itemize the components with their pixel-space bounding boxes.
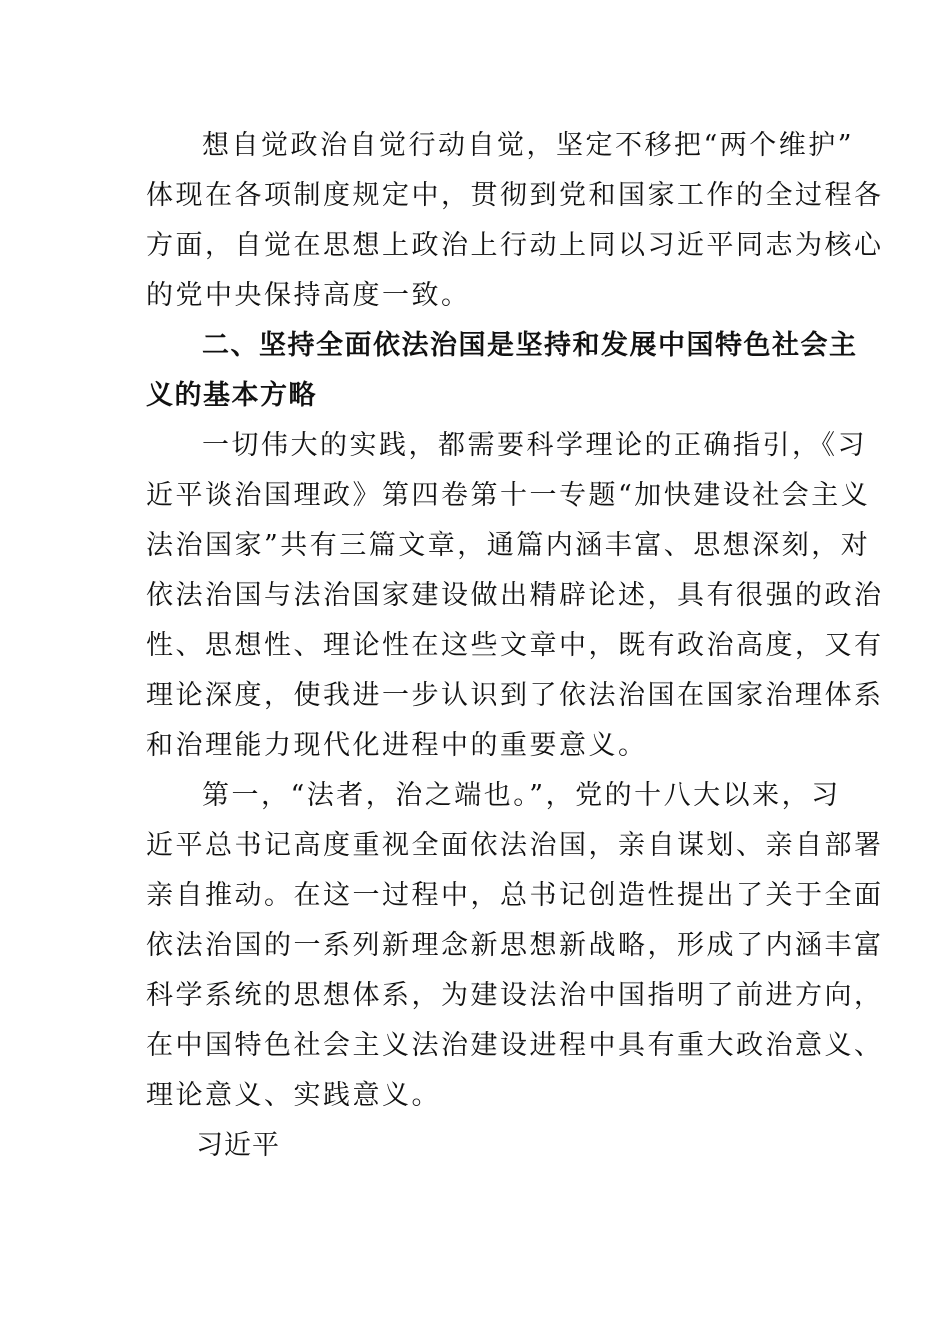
text-line: 亲自推动。在这一过程中，总书记创造性提出了关于全面 [146,880,884,911]
text-line: 第一，“法者，治之端也。”，党的十八大以来，习 [202,780,841,811]
heading-line: 二、坚持全面依法治国是坚持和发展中国特色社会主 [202,330,858,361]
text-line: 理论深度，使我进一步认识到了依法治国在国家治理体系 [146,680,884,711]
document-body [146,121,884,1171]
paragraph-continuation [146,121,884,321]
text-line: 依法治国的一系列新理念新思想新战略，形成了内涵丰富 [146,930,884,961]
paragraph-intro [146,421,884,771]
section-heading [146,321,858,421]
text-line: 性、思想性、理论性在这些文章中，既有政治高度，又有 [146,630,884,661]
heading-line: 义的基本方略 [146,380,317,411]
text-line: 体现在各项制度规定中，贯彻到党和国家工作的全过程各 [146,180,884,211]
text-line: 近平谈治国理政》第四卷第十一专题“加快建设社会主义 [146,480,871,511]
text-line: 理论意义、实践意义。 [146,1080,441,1111]
text-line: 在中国特色社会主义法治建设进程中具有重大政治意义、 [146,1030,884,1061]
paragraph-first-point [146,771,884,1121]
text-line: 法治国家”共有三篇文章，通篇内涵丰富、思想深刻，对 [146,530,871,561]
text-line: 和治理能力现代化进程中的重要意义。 [146,730,648,761]
text-line: 科学系统的思想体系，为建设法治中国指明了前进方向， [146,980,884,1011]
text-line: 的党中央保持高度一致。 [146,280,471,311]
text-line: 依法治国与法治国家建设做出精辟论述，具有很强的政治 [146,580,884,611]
text-line: 想自觉政治自觉行动自觉，坚定不移把“两个维护” [202,130,855,161]
text-line: 方面，自觉在思想上政治上行动上同以习近平同志为核心 [146,230,884,261]
text-line: 一切伟大的实践，都需要科学理论的正确指引，《习 [202,430,867,461]
signature: 习近平 [196,1130,280,1161]
text-line: 近平总书记高度重视全面依法治国，亲自谋划、亲自部署 [146,830,884,861]
